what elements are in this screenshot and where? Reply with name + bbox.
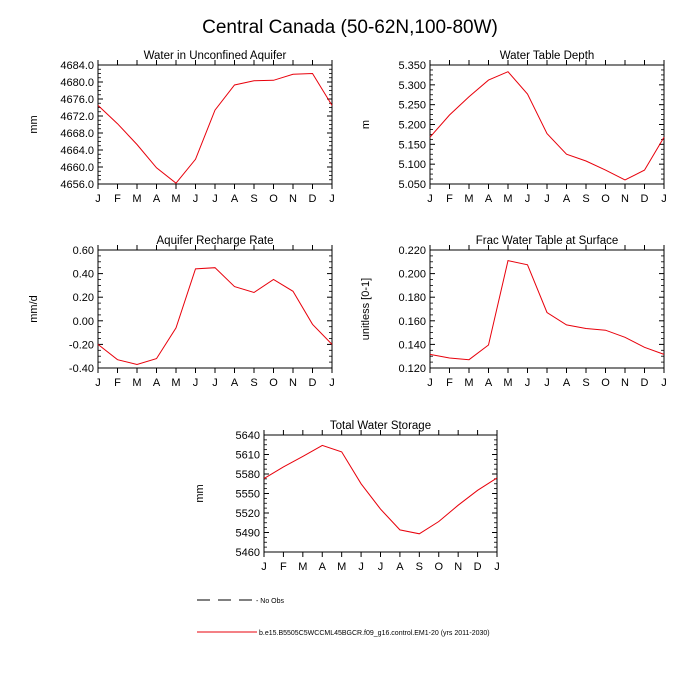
x-tick-label: A xyxy=(562,377,571,389)
y-tick-label: 5610 xyxy=(235,449,260,462)
y-tick-label: 0.200 xyxy=(398,268,426,281)
x-tick-label: F xyxy=(114,193,121,205)
y-axis-label: mm/d xyxy=(28,295,40,323)
x-tick-label: O xyxy=(601,193,610,205)
x-tick-label: A xyxy=(318,561,326,573)
x-tick-label: F xyxy=(280,561,287,573)
x-tick-label: M xyxy=(337,561,347,573)
x-tick-label: M xyxy=(464,193,474,205)
y-tick-label: 5580 xyxy=(235,469,260,481)
series-line xyxy=(98,74,332,184)
x-tick-label: A xyxy=(396,561,404,573)
x-tick-label: M xyxy=(132,193,142,205)
x-tick-label: M xyxy=(298,561,308,573)
x-tick-label: S xyxy=(250,377,258,389)
x-tick-label: N xyxy=(289,193,297,205)
x-tick-label: J xyxy=(329,377,335,389)
y-tick-label: 5.150 xyxy=(398,139,426,152)
y-axis-label: m xyxy=(360,119,372,130)
x-tick-label: J xyxy=(544,193,550,205)
plot-frame xyxy=(98,65,332,184)
x-tick-label: A xyxy=(484,193,493,205)
y-tick-label: 0.40 xyxy=(72,268,94,281)
panel-title: Total Water Storage xyxy=(329,420,432,432)
plot-frame xyxy=(264,435,497,552)
x-tick-label: J xyxy=(661,377,667,389)
y-tick-label: 5.250 xyxy=(398,99,426,112)
y-axis-label: mm xyxy=(28,115,40,134)
x-tick-label: O xyxy=(269,193,278,205)
x-tick-label: J xyxy=(261,561,267,573)
x-tick-label: J xyxy=(358,561,364,573)
x-tick-label: S xyxy=(582,377,590,389)
plot-frame xyxy=(430,250,664,368)
series-line xyxy=(430,261,664,360)
y-tick-label: 4672.0 xyxy=(60,111,94,123)
y-tick-label: 4668.0 xyxy=(60,128,94,140)
x-tick-label: J xyxy=(95,193,101,205)
x-tick-label: A xyxy=(230,193,239,205)
x-tick-label: J xyxy=(212,377,218,389)
x-tick-label: F xyxy=(114,377,121,389)
x-tick-label: D xyxy=(640,193,649,205)
legend-obs-label: - No Obs xyxy=(256,598,285,605)
y-tick-label: 0.20 xyxy=(72,292,94,305)
y-tick-label: 4656.0 xyxy=(60,179,94,191)
y-tick-label: 5.200 xyxy=(398,119,426,132)
x-tick-label: J xyxy=(661,193,667,205)
x-tick-label: J xyxy=(329,193,335,205)
x-tick-label: N xyxy=(289,377,297,389)
x-tick-label: J xyxy=(544,377,550,389)
y-tick-label: 0.120 xyxy=(398,363,426,375)
x-tick-label: J xyxy=(192,377,199,389)
x-tick-label: J xyxy=(427,193,433,205)
y-tick-label: 0.140 xyxy=(398,339,426,352)
x-tick-label: J xyxy=(524,377,531,389)
x-tick-label: A xyxy=(152,377,161,389)
x-tick-label: N xyxy=(621,193,629,205)
y-tick-label: 5520 xyxy=(235,508,260,520)
y-tick-label: 5550 xyxy=(235,488,260,501)
y-tick-label: 0.160 xyxy=(398,315,426,328)
x-tick-label: A xyxy=(230,377,239,389)
x-tick-label: N xyxy=(454,561,463,573)
panel-title: Frac Water Table at Surface xyxy=(475,235,619,247)
x-tick-label: A xyxy=(562,193,571,205)
x-tick-label: J xyxy=(494,561,500,573)
legend-model-label: b.e15.B5505C5WCCML45BGCR.f09_g16.control.EM1-20 (yrs 2011-2030) xyxy=(259,630,490,637)
panel-3 xyxy=(28,235,335,389)
series-line xyxy=(264,445,497,533)
plot-frame xyxy=(430,65,664,184)
figure-title: Central Canada (50-62N,100-80W) xyxy=(202,17,498,38)
x-tick-label: M xyxy=(171,377,181,389)
x-tick-label: M xyxy=(132,377,142,389)
x-tick-label: F xyxy=(446,377,453,389)
x-tick-label: J xyxy=(95,377,101,389)
y-tick-label: 0.180 xyxy=(398,292,426,305)
y-axis-label: unitless [0-1] xyxy=(360,277,372,341)
y-tick-label: 0.00 xyxy=(72,315,94,328)
y-tick-label: 5490 xyxy=(235,527,260,540)
panel-1 xyxy=(28,50,335,205)
y-tick-label: 4664.0 xyxy=(60,145,94,157)
x-tick-label: D xyxy=(473,561,482,573)
x-tick-label: D xyxy=(308,377,317,389)
x-tick-label: S xyxy=(250,193,258,205)
x-tick-label: O xyxy=(601,377,610,389)
x-tick-label: J xyxy=(377,561,384,573)
x-tick-label: N xyxy=(621,377,629,389)
panel-2 xyxy=(360,50,667,205)
panel-5 xyxy=(194,420,500,573)
panel-title: Water in Unconfined Aquifer xyxy=(143,50,287,62)
y-tick-label: 4676.0 xyxy=(60,94,94,106)
y-tick-label: 5.350 xyxy=(398,60,426,72)
x-tick-label: M xyxy=(503,377,513,389)
x-tick-label: J xyxy=(524,193,531,205)
y-tick-label: 5.100 xyxy=(398,159,426,172)
y-tick-label: -0.40 xyxy=(68,363,94,375)
x-tick-label: J xyxy=(427,377,433,389)
x-tick-label: M xyxy=(464,377,474,389)
x-tick-label: D xyxy=(640,377,649,389)
panel-title: Water Table Depth xyxy=(499,50,595,62)
series-line xyxy=(98,268,332,365)
y-tick-label: 5.300 xyxy=(398,79,426,92)
y-tick-label: 4684.0 xyxy=(60,60,94,72)
panel-title: Aquifer Recharge Rate xyxy=(156,235,274,247)
x-tick-label: F xyxy=(446,193,453,205)
x-tick-label: J xyxy=(192,193,199,205)
y-tick-label: -0.20 xyxy=(68,339,94,352)
x-tick-label: S xyxy=(582,193,590,205)
x-tick-label: S xyxy=(415,561,424,573)
y-tick-label: 5460 xyxy=(235,547,260,559)
x-tick-label: A xyxy=(152,193,161,205)
x-tick-label: A xyxy=(484,377,493,389)
y-tick-label: 0.220 xyxy=(398,245,426,257)
y-tick-label: 5.050 xyxy=(398,179,426,191)
x-tick-label: M xyxy=(171,193,181,205)
x-tick-label: M xyxy=(503,193,513,205)
panel-4 xyxy=(360,235,667,389)
x-tick-label: O xyxy=(434,561,444,573)
y-tick-label: 4660.0 xyxy=(60,162,94,174)
x-tick-label: D xyxy=(308,193,317,205)
series-line xyxy=(430,72,664,180)
y-axis-label: mm xyxy=(194,484,206,503)
y-tick-label: 4680.0 xyxy=(60,77,94,89)
x-tick-label: O xyxy=(269,377,278,389)
legend xyxy=(197,598,490,637)
y-tick-label: 0.60 xyxy=(72,245,94,257)
y-tick-label: 5640 xyxy=(235,430,260,442)
x-tick-label: J xyxy=(212,193,218,205)
